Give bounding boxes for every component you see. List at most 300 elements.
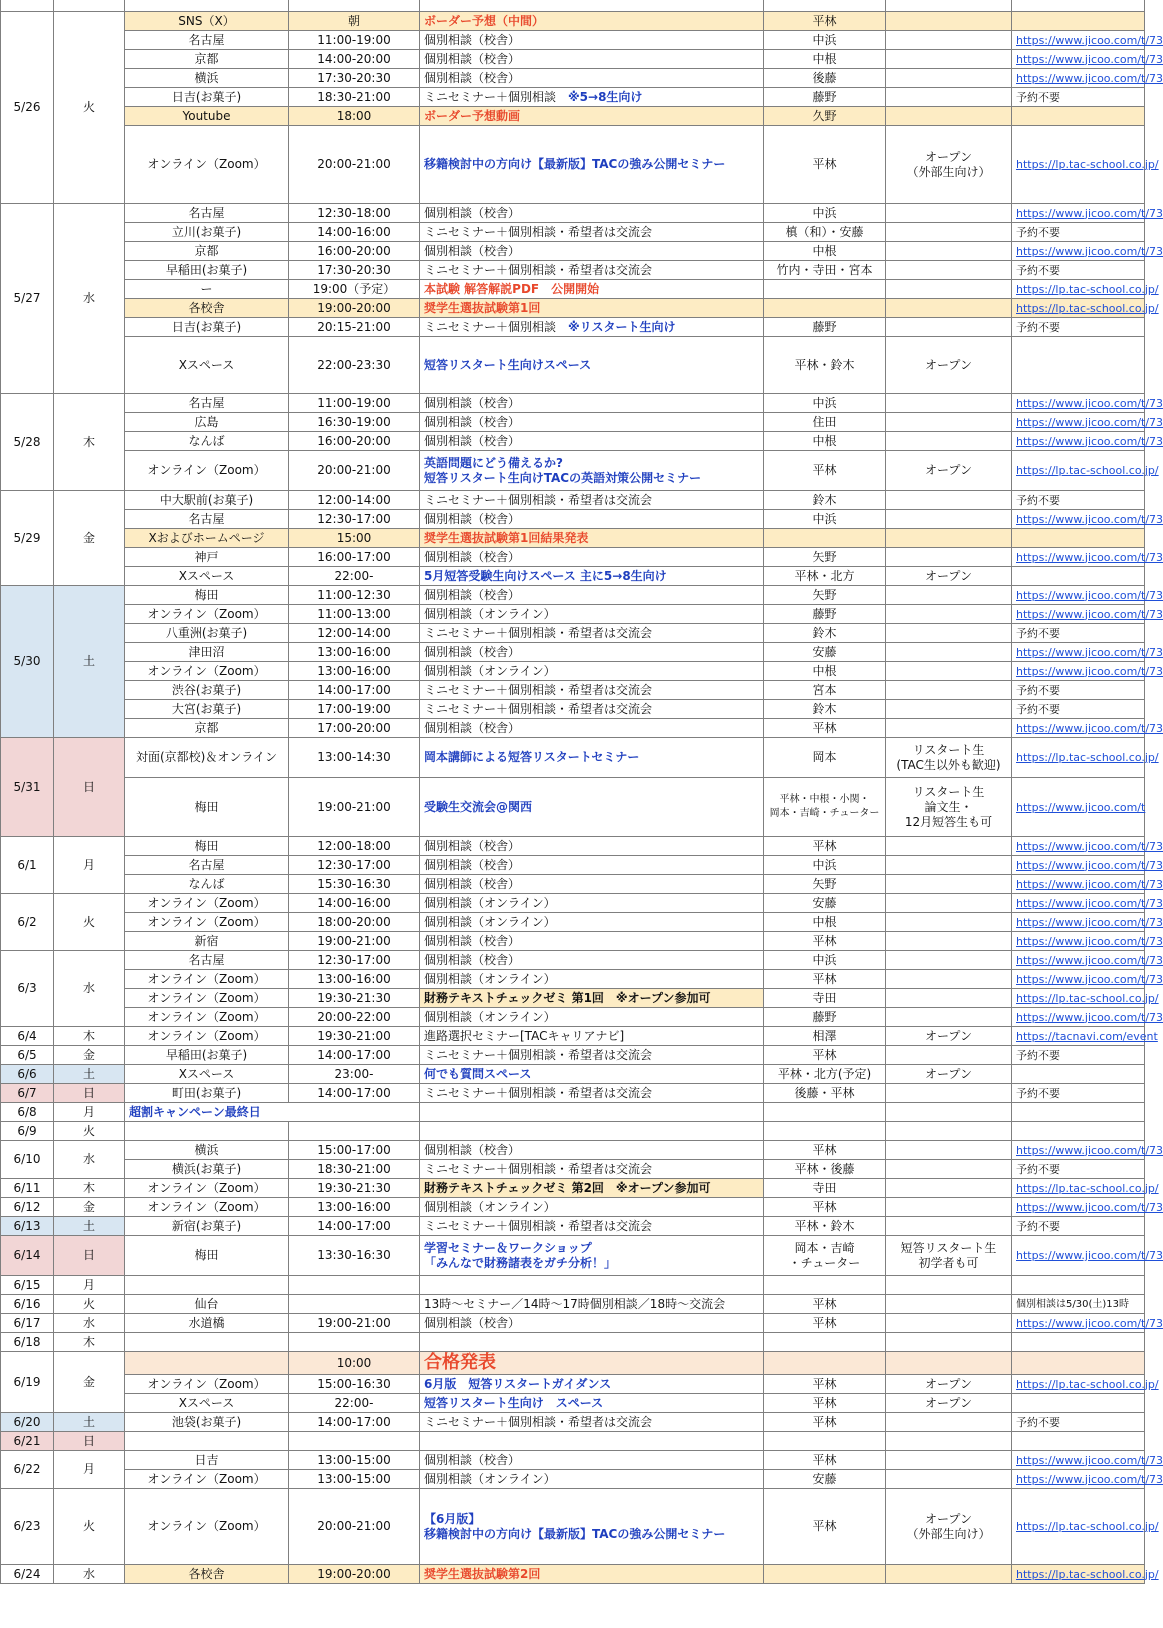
schedule-row <box>1 1122 1145 1141</box>
location-cell: オンライン（Zoom） <box>125 451 289 491</box>
event-content-cell <box>420 662 764 681</box>
location-cell: オンライン（Zoom） <box>125 970 289 989</box>
audience-cell <box>886 970 1012 989</box>
schedule-row <box>1 1236 1145 1276</box>
time-cell: 12:30-18:00 <box>289 204 420 223</box>
event-content-cell <box>420 69 764 88</box>
reservation-url[interactable]: https://www.jicoo.com/t/73 <box>1016 206 1163 220</box>
reservation-url[interactable]: https://www.jicoo.com/t/73 <box>1016 512 1163 526</box>
staff-name: 久野 <box>812 108 837 123</box>
reservation-url[interactable]: https://www.jicoo.com/t/73 <box>1016 934 1163 948</box>
reservation-link[interactable] <box>1012 856 1163 875</box>
location-cell: Xスペース <box>125 1394 289 1413</box>
weekday-cell: 火 <box>54 894 125 951</box>
reservation-url[interactable]: https://lp.tac-school.co.jp/ <box>1016 1377 1159 1391</box>
time-cell: 18:00-20:00 <box>289 913 420 932</box>
reservation-note <box>1012 1352 1145 1375</box>
event-content-cell <box>420 1314 764 1333</box>
event-text: 個別相談（校舎） <box>424 644 521 659</box>
staff-name: 安藤 <box>812 644 837 659</box>
reservation-note <box>1012 700 1145 719</box>
reservation-link[interactable] <box>1012 1179 1159 1198</box>
date-cell: 5/29 <box>1 491 54 586</box>
schedule-row <box>1 491 1145 510</box>
reservation-link[interactable] <box>1012 280 1159 299</box>
date-cell: 6/13 <box>1 1217 54 1236</box>
location-cell: オンライン（Zoom） <box>125 1470 289 1489</box>
schedule-row <box>1 875 1145 894</box>
reservation-link[interactable] <box>1012 548 1163 567</box>
event-content-cell <box>420 107 764 126</box>
event-content-cell <box>420 242 764 261</box>
time-cell: 13:00-16:00 <box>289 970 420 989</box>
reservation-url[interactable]: https://lp.tac-school.co.jp/ <box>1016 1181 1159 1195</box>
reservation-link[interactable] <box>1012 719 1163 738</box>
reservation-link[interactable] <box>1012 1027 1158 1046</box>
staff-name: 平林・北方 <box>794 568 855 583</box>
reservation-url[interactable]: https://lp.tac-school.co.jp/ <box>1016 301 1159 315</box>
staff-cell <box>764 1451 886 1470</box>
time-cell: 14:00-16:00 <box>289 894 420 913</box>
staff-name: 平林 <box>812 933 837 948</box>
event-text: 合格発表 <box>424 1351 496 1373</box>
reservation-url[interactable]: https://www.jicoo.com/t/73 <box>1016 52 1163 66</box>
staff-cell <box>764 1141 886 1160</box>
reservation-note <box>1012 681 1145 700</box>
schedule-row <box>1 1470 1145 1489</box>
event-text: 受験生交流会@関西 <box>424 799 533 814</box>
reservation-link[interactable] <box>1012 126 1159 204</box>
staff-name: 平林 <box>812 971 837 986</box>
event-content-cell <box>420 1352 764 1375</box>
schedule-row <box>1 624 1145 643</box>
time-cell: 17:00-20:00 <box>289 719 420 738</box>
reservation-url[interactable]: https://lp.tac-school.co.jp/ <box>1016 751 1159 764</box>
reservation-url[interactable]: https://www.jicoo.com/t/73 <box>1016 721 1163 735</box>
staff-cell <box>764 223 886 242</box>
reservation-link[interactable] <box>1012 1008 1163 1027</box>
reservation-url[interactable]: https://www.jicoo.com/t/73 <box>1016 71 1163 85</box>
staff-cell <box>764 1027 886 1046</box>
reservation-url[interactable]: https://www.jicoo.com/t/73 <box>1016 1453 1163 1467</box>
location-cell: 日吉(お菓子) <box>125 88 289 107</box>
audience-cell <box>886 242 1012 261</box>
staff-cell <box>764 837 886 856</box>
staff-cell <box>764 529 886 548</box>
reservation-link[interactable] <box>1012 413 1163 432</box>
audience-cell <box>886 12 1012 31</box>
reservation-url[interactable]: https://www.jicoo.com/t/73 <box>1016 396 1163 410</box>
reservation-url[interactable]: https://www.jicoo.com/t/73 <box>1016 1010 1163 1024</box>
schedule-row <box>1 299 1145 318</box>
audience-cell <box>886 432 1012 451</box>
reservation-link[interactable] <box>1012 970 1163 989</box>
reservation-note <box>1012 318 1145 337</box>
audience-cell <box>886 50 1012 69</box>
date-cell: 6/1 <box>1 837 54 894</box>
event-text: ※リスタート生向け <box>568 319 676 334</box>
reservation-link[interactable] <box>1012 1141 1163 1160</box>
reservation-url[interactable]: https://www.jicoo.com/t/73 <box>1016 953 1163 967</box>
reservation-url[interactable]: https://www.jicoo.com/t/73 <box>1016 1143 1163 1157</box>
weekday-cell <box>54 0 125 12</box>
event-content-cell <box>420 261 764 280</box>
audience-text: オープン <box>925 149 972 164</box>
schedule-row <box>1 0 1145 12</box>
staff-name: 平林 <box>812 1395 837 1410</box>
audience-cell <box>886 1352 1012 1375</box>
date-cell: 6/4 <box>1 1027 54 1046</box>
staff-name: 平林 <box>812 1414 837 1429</box>
audience-cell <box>886 491 1012 510</box>
audience-cell <box>886 280 1012 299</box>
reservation-url[interactable]: https://www.jicoo.com/t/73 <box>1016 915 1163 929</box>
reservation-link[interactable] <box>1012 1236 1163 1276</box>
event-content-cell <box>420 1394 764 1413</box>
event-text: 奨学生選抜試験第1回結果発表 <box>424 530 589 545</box>
event-text: ミニセミナー＋個別相談・希望者は交流会 <box>424 492 653 507</box>
reservation-url[interactable]: https://lp.tac-school.co.jp/ <box>1016 464 1159 477</box>
location-cell: 名古屋 <box>125 31 289 50</box>
reservation-url[interactable]: https://www.jicoo.com/t/73 <box>1016 434 1163 448</box>
staff-name: 中浜 <box>812 205 837 220</box>
reservation-link[interactable] <box>1012 432 1163 451</box>
location-cell: 神戸 <box>125 548 289 567</box>
staff-cell <box>764 88 886 107</box>
reservation-note <box>1012 1295 1145 1314</box>
special-event-label: 超割キャンペーン最終日 <box>129 1104 261 1119</box>
staff-cell <box>764 548 886 567</box>
location-cell: オンライン（Zoom） <box>125 1008 289 1027</box>
schedule-row <box>1 280 1145 299</box>
reservation-link[interactable] <box>1012 605 1163 624</box>
staff-name: 矢野 <box>812 549 837 564</box>
reservation-link[interactable] <box>1012 951 1163 970</box>
reservation-note <box>1012 0 1145 12</box>
event-text: 個別相談（校舎） <box>424 395 521 410</box>
audience-text: オープン <box>925 357 972 372</box>
event-content-cell <box>420 1198 764 1217</box>
staff-name: 寺田 <box>812 990 837 1005</box>
time-cell: 17:00-19:00 <box>289 700 420 719</box>
audience-cell <box>886 1565 1012 1584</box>
staff-cell <box>764 1470 886 1489</box>
schedule-row <box>1 1084 1145 1103</box>
time-cell: 15:00-17:00 <box>289 1141 420 1160</box>
location-cell: 日吉(お菓子) <box>125 318 289 337</box>
staff-cell <box>764 1413 886 1432</box>
event-content-cell <box>420 451 764 491</box>
schedule-row <box>1 1489 1145 1565</box>
weekday-cell: 月 <box>54 837 125 894</box>
event-text: 個別相談（校舎） <box>424 1315 521 1330</box>
staff-name: 中浜 <box>812 952 837 967</box>
audience-cell <box>886 394 1012 413</box>
reservation-link[interactable] <box>1012 510 1163 529</box>
reservation-link[interactable] <box>1012 913 1163 932</box>
reservation-url[interactable]: https://lp.tac-school.co.jp/ <box>1016 158 1159 171</box>
audience-cell <box>886 989 1012 1008</box>
event-text: ミニセミナー＋個別相談・希望者は交流会 <box>424 625 653 640</box>
schedule-row <box>1 88 1145 107</box>
reservation-link[interactable] <box>1012 394 1163 413</box>
event-content-cell <box>420 126 764 204</box>
reservation-url[interactable]: https://www.jicoo.com/t/73 <box>1016 33 1163 47</box>
reservation-link[interactable] <box>1012 875 1163 894</box>
event-text: 個別相談（オンライン） <box>424 1199 556 1214</box>
staff-name: 中根 <box>812 51 837 66</box>
reservation-note <box>1012 223 1145 242</box>
audience-cell <box>886 1489 1012 1565</box>
schedule-row <box>1 700 1145 719</box>
staff-cell <box>764 1122 886 1141</box>
date-cell: 5/30 <box>1 586 54 738</box>
reservation-link[interactable] <box>1012 662 1163 681</box>
location-cell: 中大駅前(お菓子) <box>125 491 289 510</box>
event-content-cell <box>420 913 764 932</box>
event-content-cell <box>420 875 764 894</box>
audience-text: （外部生向け） <box>906 164 991 179</box>
reservation-link[interactable] <box>1012 1451 1163 1470</box>
location-cell: オンライン（Zoom） <box>125 989 289 1008</box>
reservation-url[interactable]: https://lp.tac-school.co.jp/ <box>1016 1567 1159 1581</box>
audience-cell <box>886 413 1012 432</box>
audience-cell <box>886 1314 1012 1333</box>
reservation-note <box>1012 529 1145 548</box>
time-cell: 14:00-16:00 <box>289 223 420 242</box>
date-cell: 6/15 <box>1 1276 54 1295</box>
weekday-cell: 日 <box>54 1084 125 1103</box>
reservation-url[interactable]: https://www.jicoo.com/t/73 <box>1016 645 1163 659</box>
staff-cell <box>764 778 886 837</box>
event-content-cell <box>420 1141 764 1160</box>
location-cell: 早稲田(お菓子) <box>125 261 289 280</box>
date-cell: 6/23 <box>1 1489 54 1565</box>
reservation-url[interactable]: https://www.jicoo.com/t/73 <box>1016 877 1163 891</box>
event-text: 本試験 解答解説PDF 公開開始 <box>424 281 600 296</box>
reservation-link[interactable] <box>1012 242 1163 261</box>
location-cell: 京都 <box>125 242 289 261</box>
reservation-link[interactable] <box>1012 451 1159 491</box>
reservation-link[interactable] <box>1012 50 1163 69</box>
weekday-cell: 火 <box>54 1295 125 1314</box>
time-cell: 13:00-16:00 <box>289 662 420 681</box>
event-content-cell <box>420 1084 764 1103</box>
event-text: 個別相談（オンライン） <box>424 895 556 910</box>
staff-name: 中根 <box>812 663 837 678</box>
staff-name: 平林 <box>812 463 837 477</box>
reservation-link[interactable] <box>1012 31 1163 50</box>
reservation-url[interactable]: https://www.jicoo.com/t/73 <box>1016 415 1163 429</box>
event-text: 個別相談（校舎） <box>424 51 521 66</box>
location-cell: SNS（X） <box>125 12 289 31</box>
audience-cell <box>886 1141 1012 1160</box>
schedule-row <box>1 970 1145 989</box>
staff-cell <box>764 894 886 913</box>
staff-name: 後藤 <box>812 70 837 85</box>
reservation-link[interactable] <box>1012 989 1159 1008</box>
staff-name: 岡本・吉崎・チューター <box>769 808 880 819</box>
reservation-link[interactable] <box>1012 1489 1159 1565</box>
reservation-note <box>1012 1122 1145 1141</box>
reservation-link[interactable] <box>1012 586 1163 605</box>
reservation-link[interactable] <box>1012 932 1163 951</box>
event-content-cell <box>420 970 764 989</box>
staff-cell <box>764 1394 886 1413</box>
reservation-url[interactable]: https://www.jicoo.com/t/73 <box>1016 607 1163 621</box>
staff-name: 平林 <box>812 157 837 171</box>
audience-text: オープン <box>925 568 972 583</box>
time-cell <box>289 0 420 12</box>
reservation-note <box>1012 1217 1145 1236</box>
reservation-url[interactable]: https://www.jicoo.com/t/73 <box>1016 664 1163 678</box>
time-cell: 13:00-14:30 <box>289 738 420 778</box>
reservation-link[interactable] <box>1012 1470 1163 1489</box>
reservation-link[interactable] <box>1012 1198 1163 1217</box>
reservation-url[interactable]: https://www.jicoo.com/t/73 <box>1016 244 1163 258</box>
date-cell: 6/16 <box>1 1295 54 1314</box>
schedule-row <box>1 1141 1145 1160</box>
event-content-cell <box>420 204 764 223</box>
event-content-cell <box>420 413 764 432</box>
location-cell: 仙台 <box>125 1295 289 1314</box>
date-cell: 6/10 <box>1 1141 54 1179</box>
date-cell: 6/12 <box>1 1198 54 1217</box>
date-cell: 6/7 <box>1 1084 54 1103</box>
reservation-url[interactable]: https://tacnavi.com/event <box>1016 1029 1158 1043</box>
staff-name: ・チューター <box>788 1255 861 1270</box>
schedule-row <box>1 1394 1145 1413</box>
time-cell: 19:30-21:30 <box>289 989 420 1008</box>
reservation-link[interactable] <box>1012 894 1163 913</box>
schedule-row <box>1 719 1145 738</box>
reservation-url[interactable]: https://lp.tac-school.co.jp/ <box>1016 1520 1159 1533</box>
schedule-row <box>1 1160 1145 1179</box>
staff-name: 中根 <box>812 433 837 448</box>
event-text: 短答リスタート生向けスペース <box>424 357 592 372</box>
reservation-note <box>1012 12 1145 31</box>
location-cell: 大宮(お菓子) <box>125 700 289 719</box>
location-cell: 名古屋 <box>125 394 289 413</box>
reservation-link[interactable] <box>1012 738 1159 778</box>
location-cell: 津田沼 <box>125 643 289 662</box>
event-content-cell <box>420 299 764 318</box>
staff-cell <box>764 1276 886 1295</box>
reservation-link[interactable] <box>1012 778 1145 837</box>
reservation-note <box>1012 1065 1145 1084</box>
reservation-url[interactable]: https://lp.tac-school.co.jp/ <box>1016 991 1159 1005</box>
reservation-url[interactable]: https://lp.tac-school.co.jp/ <box>1016 282 1159 296</box>
staff-cell <box>764 1352 886 1375</box>
time-cell: 22:00- <box>289 567 420 586</box>
schedule-row <box>1 1276 1145 1295</box>
event-content-cell <box>420 510 764 529</box>
schedule-row <box>1 432 1145 451</box>
event-content-cell <box>420 1217 764 1236</box>
event-content-cell <box>420 1489 764 1565</box>
staff-name: 藤野 <box>812 606 837 621</box>
schedule-row <box>1 1065 1145 1084</box>
time-cell: 12:00-14:00 <box>289 624 420 643</box>
staff-name: 平林 <box>812 1047 837 1062</box>
reservation-link[interactable] <box>1012 204 1163 223</box>
event-content-cell <box>420 1295 764 1314</box>
date-cell: 6/24 <box>1 1565 54 1584</box>
date-cell: 6/2 <box>1 894 54 951</box>
time-cell: 12:00-14:00 <box>289 491 420 510</box>
event-content-cell <box>420 951 764 970</box>
reservation-link[interactable] <box>1012 1375 1159 1394</box>
date-cell <box>1 0 54 12</box>
empty-cell <box>420 1103 764 1122</box>
reservation-link[interactable] <box>1012 299 1159 318</box>
reservation-url[interactable]: https://www.jicoo.com/t/73 <box>1016 1316 1163 1330</box>
event-content-cell <box>420 1333 764 1352</box>
audience-cell <box>886 605 1012 624</box>
schedule-row <box>1 337 1145 394</box>
reservation-url[interactable]: https://www.jicoo.com/t/73 <box>1016 896 1163 910</box>
reservation-link[interactable] <box>1012 643 1163 662</box>
location-cell: オンライン（Zoom） <box>125 1375 289 1394</box>
reservation-url[interactable]: https://www.jicoo.com/t/73 <box>1016 972 1163 986</box>
staff-cell <box>764 31 886 50</box>
schedule-row <box>1 50 1145 69</box>
staff-cell <box>764 280 886 299</box>
event-content-cell <box>420 1008 764 1027</box>
audience-cell <box>886 837 1012 856</box>
staff-cell <box>764 1046 886 1065</box>
weekday-cell: 日 <box>54 1236 125 1276</box>
reservation-url[interactable]: https://www.jicoo.com/t/73 <box>1016 1200 1163 1214</box>
event-content-cell <box>420 1432 764 1451</box>
location-cell: なんば <box>125 432 289 451</box>
staff-name: 竹内・寺田・宮本 <box>776 262 873 277</box>
weekday-cell: 木 <box>54 1179 125 1198</box>
reservation-url[interactable]: https://www.jicoo.com/t/73 <box>1016 858 1163 872</box>
event-content-cell <box>420 700 764 719</box>
event-text: 財務テキストチェックゼミ 第1回 ※オープン参加可 <box>424 990 711 1005</box>
reservation-url[interactable]: https://www.jicoo.com/t <box>1016 800 1146 814</box>
reservation-link[interactable] <box>1012 1314 1163 1333</box>
event-content-cell <box>420 894 764 913</box>
time-cell: 11:00-19:00 <box>289 31 420 50</box>
audience-cell <box>886 261 1012 280</box>
location-cell: 横浜 <box>125 69 289 88</box>
time-cell: 19:30-21:00 <box>289 1027 420 1046</box>
reservation-link[interactable] <box>1012 1565 1159 1584</box>
weekday-cell: 火 <box>54 12 125 204</box>
schedule-row <box>1 1179 1145 1198</box>
schedule-row <box>1 1008 1145 1027</box>
reservation-url[interactable]: https://www.jicoo.com/t/73 <box>1016 1249 1163 1262</box>
event-content-cell <box>420 1046 764 1065</box>
reservation-url[interactable]: https://www.jicoo.com/t/73 <box>1016 588 1163 602</box>
staff-name: 中浜 <box>812 32 837 47</box>
event-content-cell <box>420 88 764 107</box>
reservation-note <box>1012 1413 1145 1432</box>
audience-text: （外部生向け） <box>906 1526 991 1541</box>
audience-cell <box>886 548 1012 567</box>
reservation-link[interactable] <box>1012 69 1163 88</box>
reservation-url[interactable]: https://www.jicoo.com/t/73 <box>1016 1472 1163 1486</box>
reservation-url[interactable]: https://www.jicoo.com/t/73 <box>1016 550 1163 564</box>
staff-cell <box>764 605 886 624</box>
reservation-link[interactable] <box>1012 837 1163 856</box>
reservation-url[interactable]: https://www.jicoo.com/t/73 <box>1016 839 1163 853</box>
staff-cell <box>764 318 886 337</box>
event-text: 個別相談（オンライン） <box>424 914 556 929</box>
date-cell: 6/6 <box>1 1065 54 1084</box>
